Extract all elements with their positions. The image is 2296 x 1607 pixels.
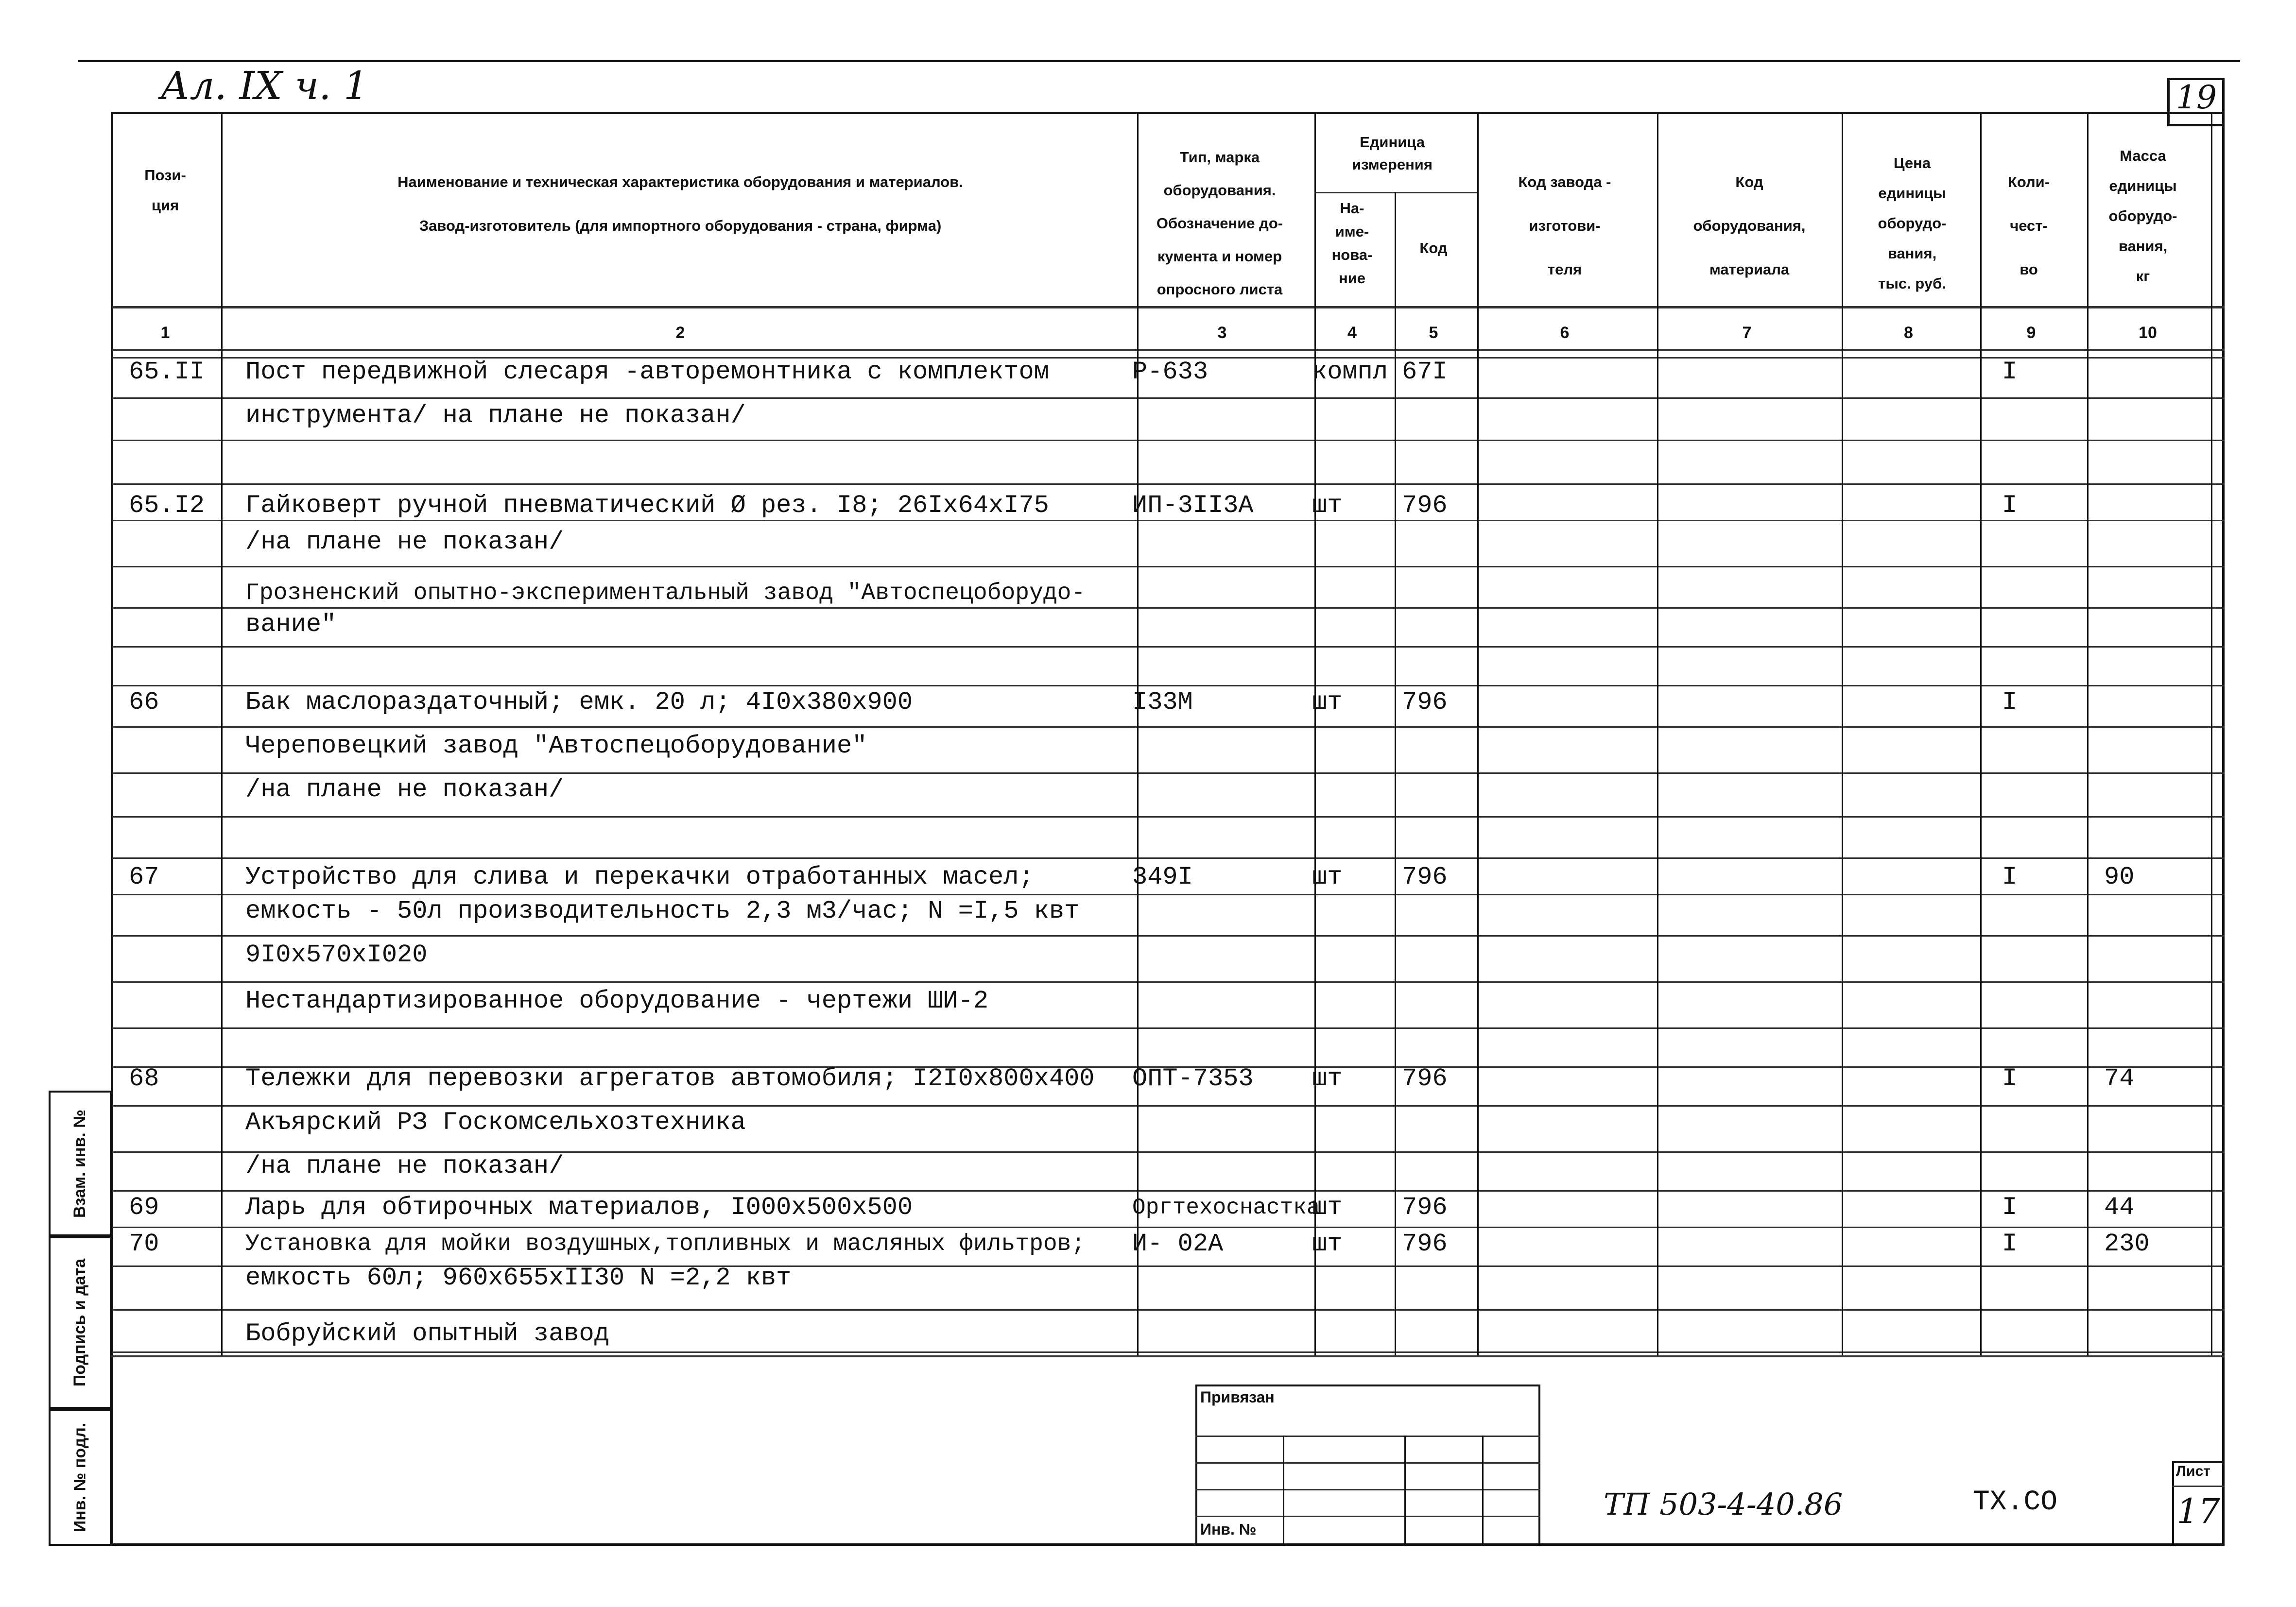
row-name: Грозненский опытно-экспериментальный завод "Автоспецоборудо- [245,580,1086,606]
row-name: емкость 60л; 960х655хII30 N =2,2 квт [245,1264,792,1292]
row-type: 349I [1132,863,1193,891]
row-unit: шт [1312,1230,1343,1258]
row-quantity: I [2002,1230,2018,1258]
row-name: Пост передвижной слесаря -авторемонтника с комплектом [245,358,1049,386]
row-line [111,685,2225,686]
row-unit-code: 796 [1402,1064,1448,1093]
title-block-line [1195,1436,1540,1437]
row-quantity: I [2002,1064,2018,1093]
header-price: Цена единицы оборудо- вания, тыс. руб. [1878,154,1947,292]
doc-code: TX.CO [1973,1487,2058,1518]
col-num-1: 1 [160,324,170,342]
col-num-7: 7 [1742,324,1752,342]
header-mass: Масса единицы оборудо- вания, кг [2108,147,2177,285]
column-line [2087,112,2089,1355]
row-quantity: I [2002,1193,2018,1222]
row-quantity: I [2002,688,2018,717]
row-position: 69 [129,1193,159,1222]
column-line [1395,192,1396,1355]
row-line [111,483,2225,485]
top-border-line [78,60,2240,62]
title-block-privyazan: Привязан [1200,1388,1275,1406]
row-line [111,566,2225,567]
row-line [111,1351,2225,1353]
header-bottom-line [111,306,2225,308]
row-unit-code: 796 [1402,1230,1448,1258]
row-name: Гайковерт ручной пневматический Ø рез. I8; 26Iх64хI75 [245,491,1049,520]
title-block-inv-no: Инв. № [1200,1521,1257,1538]
table-bottom-line [111,1355,2225,1357]
col-num-10: 10 [2139,324,2157,342]
column-line [221,112,223,1355]
handwritten-reference: Ал. IX ч. 1 [160,63,368,108]
column-line [1657,112,1658,1355]
row-type: Р-633 [1132,358,1208,386]
header-name: Наименование и техническая характеристика оборудования и материалов. Завод-изготовитель (для импортного оборудования - страна, фирма) [397,173,963,234]
row-unit: компл [1312,358,1388,386]
title-block-line [1195,1516,1540,1517]
column-number-line [111,349,2225,351]
row-line [111,1027,2225,1029]
row-quantity: I [2002,863,2018,891]
row-type: Оргтехоснастка [1132,1195,1320,1220]
col-num-9: 9 [2026,324,2036,342]
row-line [111,726,2225,728]
col-num-6: 6 [1560,324,1570,342]
side-stamp-replacement: Взам. инв. № [70,1109,89,1218]
header-unit-name: На- име- нова- ние [1331,200,1373,287]
header-unit-code: Код [1419,239,1448,256]
col-num-4: 4 [1347,324,1357,342]
row-line [111,1309,2225,1311]
row-line [111,857,2225,859]
row-name: Ларь для обтирочных материалов, I000х500х500 [245,1193,913,1222]
title-block-line [1195,1462,1540,1464]
row-line [111,1105,2225,1107]
row-line [111,981,2225,983]
row-position: 66 [129,688,159,717]
row-type: I33М [1132,688,1193,717]
row-name: Бак маслораздаточный; емк. 20 л; 4I0х380х900 [245,688,913,717]
row-mass: 74 [2104,1064,2135,1093]
header-equipment-code: Код оборудования, материала [1693,173,1806,278]
column-line [1314,112,1316,1355]
row-name: Устройство для слива и перекачки отработанных масел; [245,863,1034,891]
col-num-2: 2 [675,324,685,342]
row-position: 65.I2 [129,491,205,520]
sheet-label: Лист [2176,1463,2210,1479]
row-mass: 90 [2104,863,2135,891]
row-unit-code: 67I [1402,358,1448,386]
row-type: ОПТ-7353 [1132,1064,1254,1093]
row-name: 9I0х570хI020 [245,940,428,969]
sheet-number-divider [2172,1486,2225,1487]
row-line [111,935,2225,937]
row-line [111,772,2225,774]
title-block-line [1195,1489,1540,1490]
page-number-bottom: 17 [2176,1491,2220,1531]
row-line [111,1190,2225,1192]
row-name: емкость - 50л производительность 2,3 м3/час; N =I,5 квт [245,897,1080,925]
row-unit: шт [1312,491,1343,520]
row-name: Акъярский РЗ Госкомсельхозтехника [245,1108,746,1137]
title-block-vline [1404,1436,1406,1546]
header-manufacturer-code: Код завода - изготови- теля [1518,173,1611,278]
row-unit: шт [1312,688,1343,717]
row-line [111,894,2225,895]
row-position: 68 [129,1064,159,1093]
row-position: 67 [129,863,159,891]
row-position: 65.II [129,358,205,386]
row-quantity: I [2002,491,2018,520]
row-name: Нестандартизированное оборудование - чертежи ШИ-2 [245,987,989,1015]
title-block-vline [1283,1436,1284,1546]
row-line [111,816,2225,818]
row-unit: шт [1312,1193,1343,1222]
row-unit-code: 796 [1402,688,1448,717]
row-name: Тележки для перевозки агрегатов автомобиля; I2I0х800х400 [245,1064,1095,1093]
row-line [111,646,2225,648]
row-unit-code: 796 [1402,491,1448,520]
header-unit-group: Единица измерения [1352,134,1433,173]
row-type: ИП-3II3А [1132,491,1254,520]
header-position: Пози- ция [144,167,186,214]
header-type: Тип, марка оборудования. Обозначение до- кумента и номер опросного листа [1156,149,1283,298]
row-position: 70 [129,1230,159,1258]
row-quantity: I [2002,358,2018,386]
row-name: Установка для мойки воздушных,топливных и масляных фильтров; [245,1231,1086,1257]
row-name: Бобруйский опытный завод [245,1319,609,1348]
row-mass: 230 [2104,1230,2150,1258]
row-name: /на плане не показан/ [245,528,564,556]
row-name: /на плане не показан/ [245,1152,564,1180]
row-name: Череповецкий завод "Автоспецоборудование" [245,732,867,760]
title-block-vline [1482,1436,1484,1546]
row-line [111,397,2225,399]
column-line [111,112,112,1355]
column-line [1477,112,1479,1355]
row-unit: шт [1312,863,1343,891]
row-name: /на плане не показан/ [245,775,564,804]
row-name: инструмента/ на плане не показан/ [245,401,746,430]
row-unit: шт [1312,1064,1343,1093]
row-line [111,440,2225,441]
side-stamp-signature: Подпись и дата [70,1258,89,1387]
side-stamp-original: Инв. № подл. [70,1422,89,1532]
row-unit-code: 796 [1402,863,1448,891]
col-num-5: 5 [1429,324,1438,342]
page-number-top: 19 [2176,79,2217,116]
column-line [2211,112,2212,1355]
header-quantity: Коли- чест- во [2007,173,2050,278]
col-num-8: 8 [1904,324,1913,342]
col-num-3: 3 [1217,324,1227,342]
row-mass: 44 [2104,1193,2135,1222]
row-unit-code: 796 [1402,1193,1448,1222]
row-type: И- 02А [1132,1230,1224,1258]
row-name: вание" [245,610,337,639]
row-line [111,1227,2225,1228]
drawing-code: ТП 503-4-40.86 [1604,1487,1843,1522]
